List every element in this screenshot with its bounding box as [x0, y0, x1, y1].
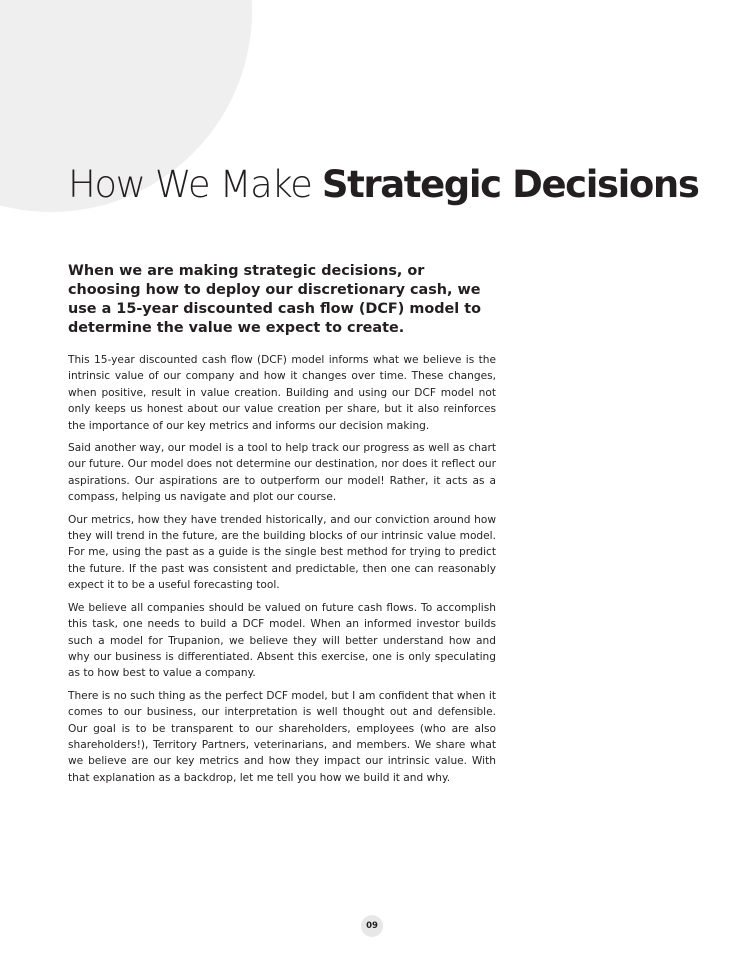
body-paragraph-3: Our metrics, how they have trended historically, and our conviction around how they will trend in the future, are the building blocks of our intrinsic value model. For me, using the past as a guide is the single best method for trying to predict the future. If the past was consistent and predictable, then one can reasonably expect it to be a useful forecasting tool. — [68, 513, 496, 592]
page-title-light: How We Make — [68, 163, 322, 206]
page-number-badge: 09 — [361, 915, 383, 937]
page-title — [68, 160, 728, 210]
body-paragraph-1: This 15-year discounted cash flow (DCF) model informs what we believe is the intrinsic value of our company and how it changes over time. These changes, when positive, result in value creation. Building and using our DCF model not only keeps us honest about our value creation per share, but it also reinforces the importance of our key metrics and informs our decision making. — [68, 354, 496, 432]
body-paragraph-5: There is no such thing as the perfect DCF model, but I am confident that when it comes to our business, our interpretation is well thought out and defensible. Our goal is to be transparent to our shareholders, employees (who are also shareholders!), Territory Partners, veterinarians, and members. We share what we believe are our key metrics and how they impact our intrinsic value. With that explanation as a backdrop, let me tell you how we build it and why. — [68, 689, 496, 784]
body-paragraph-4: We believe all companies should be valued on future cash flows. To accomplish this task, one needs to build a DCF model. When an informed investor builds such a model for Trupanion, we believe they will better understand how and why our business is differentiated. Absent this exercise, one is only speculating as to how best to value a company. — [68, 601, 496, 680]
lede-paragraph: When we are making strategic decisions, or choosing how to deploy our discretionary cash, we use a 15-year discounted cash flow (DCF) model to determine the value we expect to create. — [68, 263, 481, 336]
body-copy — [68, 352, 496, 792]
body-paragraph-2: Said another way, our model is a tool to help track our progress as well as chart our future. Our model does not determine our destination, nor does it reflect our aspirations. Our aspirations are to outperform our model! Rather, it acts as a compass, helping us navigate and plot our course. — [68, 442, 496, 504]
page-title-bold: Strategic Decisions — [321, 163, 699, 206]
